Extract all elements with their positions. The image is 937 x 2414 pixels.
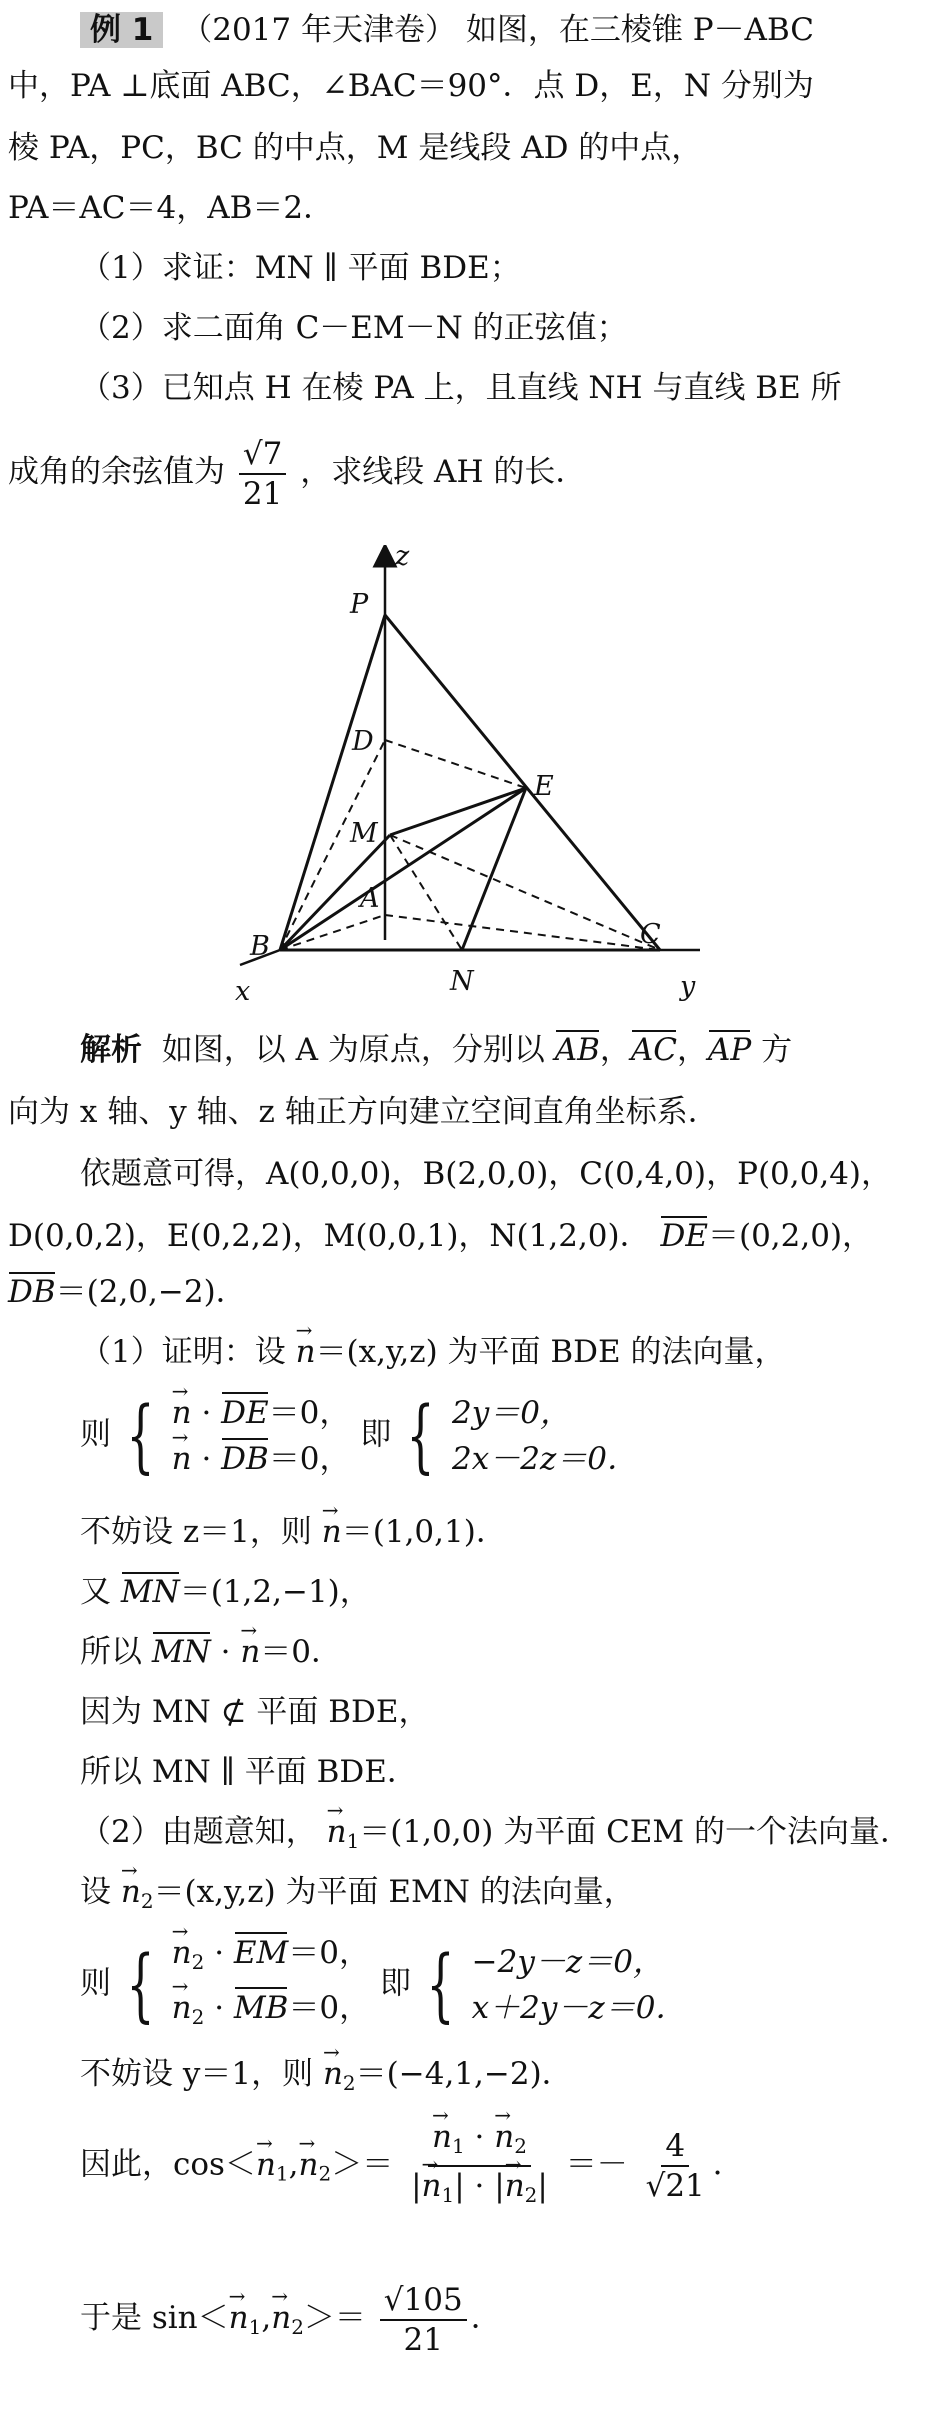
n2-2b: → n xyxy=(172,1985,192,2031)
eq0-2a: ＝0， xyxy=(288,1935,371,1971)
p12b: ＞＝ xyxy=(331,2146,394,2183)
label-E: E xyxy=(534,771,554,802)
dash-AC xyxy=(385,915,660,950)
label-C: C xyxy=(640,919,661,950)
vec-AC: AC xyxy=(631,1028,677,1072)
s5b-text: ＝(2,0,−2)． xyxy=(55,1274,247,1310)
brace-4: { xyxy=(426,1938,455,2031)
n1-p12: → n xyxy=(256,2123,276,2207)
label-y: y xyxy=(680,971,696,1002)
de-1a: DE xyxy=(221,1390,268,1436)
n2-2a: → n xyxy=(172,1930,192,1976)
part2-line-5: 因此，$\cos<\to n_1,\to n_2>=$ → $\frac{n_1 \cdot \to n_2}{|\to n_1| \cdot |\to n_2|}$ ＝－ $\frac{4}{√21}$ ． xyxy=(80,2118,744,2216)
vec-DB: DB xyxy=(8,1270,56,1314)
n2-p12: → n xyxy=(299,2123,319,2207)
eq0-1b: ＝0， xyxy=(268,1441,351,1477)
ji-1: 即 xyxy=(360,1416,392,1453)
em-2a: EM xyxy=(234,1930,288,1976)
dot-2a: · xyxy=(214,1935,225,1971)
r1: 2y＝0， xyxy=(452,1395,571,1431)
p1b-text: ＝(x,y,z) 为平面 BDE 的法向量， xyxy=(315,1334,786,1370)
source-text: （2017 年天津卷） xyxy=(181,12,456,48)
q3-pre: 成角的余弦值为 xyxy=(8,454,225,490)
label-P: P xyxy=(350,589,369,620)
edge-PC xyxy=(385,615,660,950)
vec-DE: DE xyxy=(660,1214,707,1258)
q3-den: 21 xyxy=(242,475,283,512)
sin-fraction xyxy=(380,2281,467,2359)
n2-cn: → n xyxy=(494,2118,514,2156)
dot-1b: · xyxy=(201,1441,212,1477)
label-N: N xyxy=(450,966,474,997)
q3-fraction xyxy=(239,435,286,513)
proof-line-6: 因为 MN ⊄ 平面 BDE， xyxy=(80,1694,430,1730)
vec-AB: AB xyxy=(555,1028,600,1072)
p11a: 不妨设 y＝1，则 xyxy=(80,2056,314,2092)
p5a: 所以 xyxy=(80,1634,142,1670)
cos-fraction xyxy=(407,2118,552,2214)
proof-line-3 xyxy=(80,1510,507,1554)
vec-AP: AP xyxy=(708,1028,751,1072)
p9b: ＝(x,y,z) 为平面 EMN 的法向量， xyxy=(153,1874,635,1910)
p9a: 设 xyxy=(80,1874,111,1910)
part2-line-1 xyxy=(80,1810,911,1863)
sub2-cd: 2 xyxy=(524,2183,538,2207)
sub2-cn: 2 xyxy=(514,2134,527,2158)
label-x: x xyxy=(235,976,251,1007)
dot-1a: · xyxy=(201,1395,212,1431)
solution-line-2: 向为 x 轴、y 轴、z 轴正方向建立空间直角坐标系． xyxy=(8,1094,719,1130)
solution-line-5 xyxy=(8,1270,247,1314)
part2-line-2 xyxy=(80,1870,635,1923)
question-3-cont xyxy=(8,432,586,513)
p8b: ＝(1,0,0) 为平面 CEM 的一个法向量． xyxy=(359,1814,912,1850)
dot-2b: · xyxy=(214,1990,225,2026)
edge-ME xyxy=(390,788,526,835)
sin-den: 21 xyxy=(403,2321,443,2358)
vec-n: → n xyxy=(296,1330,316,1374)
n2-p11: → n xyxy=(323,2052,343,2096)
dot-cd: · xyxy=(474,2168,485,2204)
mb-2b: MB xyxy=(234,1985,289,2031)
n2-p13: → n xyxy=(271,2276,291,2360)
p5b: ＝0． xyxy=(260,1634,343,1670)
sub1-p12: 1 xyxy=(275,2161,289,2186)
brace-2: { xyxy=(406,1389,435,1482)
mn-p4: MN xyxy=(121,1570,180,1614)
r2: 2x－2z＝0． xyxy=(452,1441,639,1477)
p1a-text: （1）证明：设 xyxy=(80,1334,286,1370)
dash-DE xyxy=(385,740,526,788)
pyramid-figure xyxy=(230,545,710,1015)
system-1 xyxy=(80,1390,638,1482)
solution-line-1: 解析 如图，以 A 为原点，分别以 AB，AC，AP 方 xyxy=(80,1028,792,1072)
mn-p5: MN xyxy=(152,1630,211,1674)
sub1-p13: 1 xyxy=(248,2315,262,2339)
sub1-p8: 1 xyxy=(346,1829,360,1853)
q3-num: √7 xyxy=(239,435,286,475)
n-p5: → n xyxy=(240,1630,260,1674)
s4a-text: D(0,0,2)，E(0,2,2)，M(0,0,1)，N(1,2,0)． xyxy=(8,1218,651,1254)
sub1-cd: 1 xyxy=(441,2183,455,2207)
question-3: （3）已知点 H 在棱 PA 上，且直线 NH 与直线 BE 所 xyxy=(80,370,842,406)
n2-cd: → n xyxy=(505,2167,525,2205)
p13b: ＞＝ xyxy=(303,2300,366,2336)
p8a: （2）由题意知， xyxy=(80,1814,317,1850)
n1-p13: → n xyxy=(229,2276,249,2360)
r4: x＋2y－z＝0． xyxy=(471,1990,687,2026)
rf-num: 4 xyxy=(661,2127,689,2167)
result-fraction xyxy=(642,2127,709,2205)
p3a: 不妨设 z＝1，则 xyxy=(80,1514,312,1550)
sub2-p13: 2 xyxy=(291,2315,304,2339)
n1-cd: → n xyxy=(422,2167,442,2205)
solution-line-3: 依题意可得，A(0,0,0)，B(2,0,0)，C(0,4,0)，P(0,0,4)， xyxy=(80,1156,893,1192)
dot-cn: · xyxy=(474,2119,485,2155)
s4b-text: ＝(0,2,0)， xyxy=(707,1218,874,1254)
sub1-cn: 1 xyxy=(451,2134,465,2158)
sub2-2a: 2 xyxy=(191,1950,205,1974)
eq0-2b: ＝0， xyxy=(288,1990,371,2026)
example-tag: 例 1 xyxy=(80,12,163,48)
sub2-p11: 2 xyxy=(342,2071,356,2095)
system-2 xyxy=(80,1930,686,2040)
r3: −2y－z＝0， xyxy=(471,1944,664,1980)
n1-p8: → n xyxy=(327,1810,347,1854)
n-1a: → n xyxy=(172,1390,192,1436)
label-M: M xyxy=(350,818,378,849)
sub2-2b: 2 xyxy=(191,2005,205,2029)
label-z: z xyxy=(395,545,410,572)
problem-line-1 xyxy=(80,8,814,52)
problem-text-1: 如图，在三棱锥 P－ABC xyxy=(465,12,815,48)
p12c: ＝－ xyxy=(565,2146,628,2183)
problem-line-4: PA＝AC＝4，AB＝2． xyxy=(8,190,335,226)
problem-line-2: 中，PA ⊥底面 ABC，∠BAC＝90°．点 D，E，N 分别为 xyxy=(8,68,814,104)
n-p3: → n xyxy=(322,1510,342,1554)
solution-head: 解析 xyxy=(80,1032,142,1068)
p12a: 因此，cos＜ xyxy=(80,2146,256,2183)
question-2: （2）求二面角 C－EM－N 的正弦值； xyxy=(80,310,628,346)
db-1b: DB xyxy=(221,1436,269,1482)
proof-line-5 xyxy=(80,1630,342,1674)
eq0-1a: ＝0， xyxy=(268,1395,351,1431)
sys-2-left xyxy=(172,1930,371,2040)
problem-line-3: 棱 PA，PC，BC 的中点，M 是线段 AD 的中点， xyxy=(8,130,703,166)
p13a: 于是 sin＜ xyxy=(80,2300,229,2336)
sys-1-right xyxy=(452,1390,638,1482)
label-A: A xyxy=(360,883,380,914)
sys-1-left xyxy=(172,1390,351,1482)
solution-line-4 xyxy=(8,1214,873,1258)
ze-1: 则 xyxy=(80,1416,111,1453)
part2-line-6: 于是 $\sin<\to n_1,\to n_2>=$ $\frac{√105}{21}$ ． xyxy=(80,2276,502,2369)
dot-p5: · xyxy=(220,1634,231,1670)
q3-post: ，求线段 AH 的长． xyxy=(300,454,587,490)
n2-p9: → n xyxy=(121,1870,141,1914)
sys-2-right xyxy=(472,1939,687,2031)
label-B: B xyxy=(250,931,270,962)
sub2-p12: 2 xyxy=(318,2161,332,2186)
n-1b: → n xyxy=(172,1436,192,1482)
proof-line-7: 所以 MN ∥ 平面 BDE． xyxy=(80,1754,418,1790)
sin-num: √105 xyxy=(380,2281,467,2321)
s1b-text: 方 xyxy=(761,1032,793,1068)
p3b: ＝(1,0,1)． xyxy=(341,1514,507,1550)
brace-1: { xyxy=(126,1389,155,1482)
ji-2: 即 xyxy=(380,1965,412,2002)
label-D: D xyxy=(352,726,374,757)
sub2-p9: 2 xyxy=(140,1889,154,1913)
n1-cn: → n xyxy=(432,2118,452,2156)
ze-2: 则 xyxy=(80,1965,111,2002)
p11b: ＝(−4,1,−2)． xyxy=(355,2056,573,2092)
p4a: 又 xyxy=(80,1574,111,1610)
s1-text: 如图，以 A 为原点，分别以 xyxy=(161,1032,545,1068)
cos-den: |→ $n_1|$ · |→ $n_2|$ xyxy=(407,2167,552,2214)
rf-den: √21 xyxy=(645,2168,705,2204)
p4b: ＝(1,2,−1)， xyxy=(179,1574,371,1610)
brace-3: { xyxy=(126,1938,155,2031)
proof-line-4 xyxy=(80,1570,371,1614)
question-1: （1）求证：MN ∥ 平面 BDE； xyxy=(80,250,521,286)
